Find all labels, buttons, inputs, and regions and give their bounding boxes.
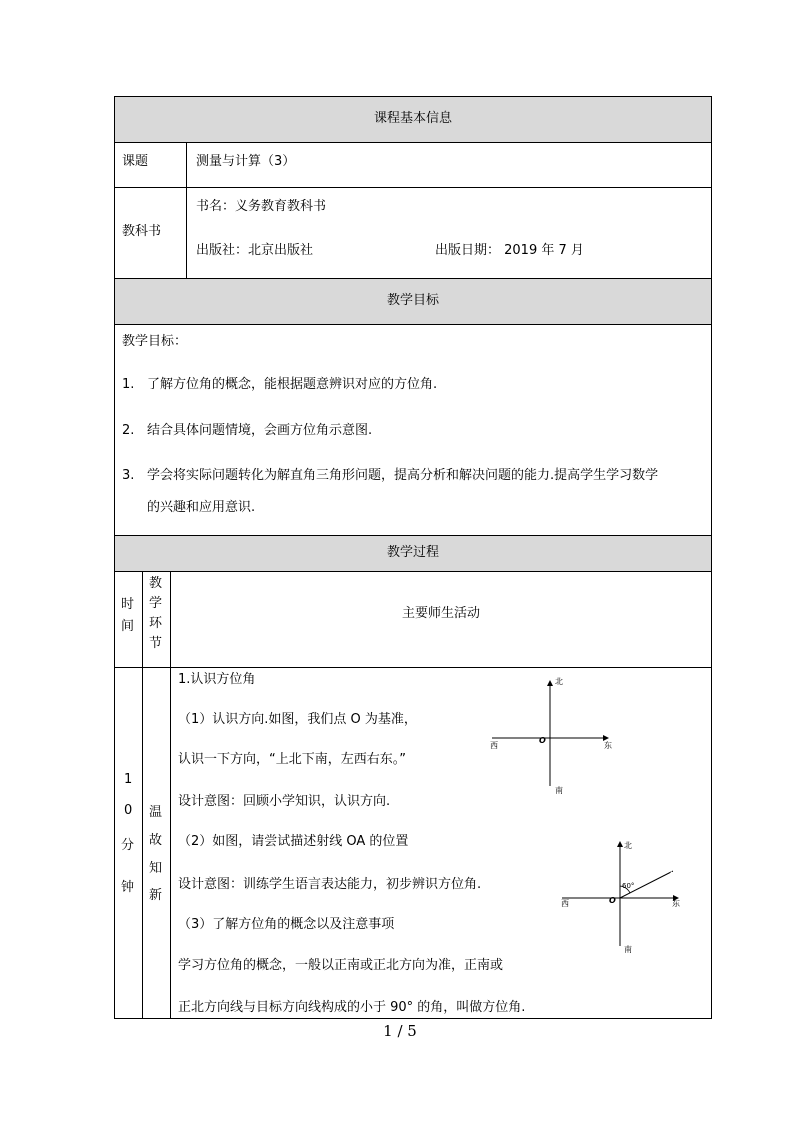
activity-line-4: 设计意图：回顾小学知识，认识方向. [178, 794, 391, 809]
stage-col-header-1: 教 [149, 576, 163, 591]
objective-text-2: 结合具体问题情境，会画方位角示意图. [147, 423, 373, 438]
activity-col-header: 主要师生活动 [401, 606, 480, 621]
objectives-heading: 教学目标： [122, 334, 188, 349]
origin-label: O [609, 896, 616, 905]
stage-value-1: 温 [149, 805, 163, 820]
ray-oa-diagram [558, 838, 688, 958]
publish-date: 出版日期： 2019 年 7 月 [435, 243, 584, 258]
time-value-4: 钟 [121, 880, 135, 895]
direction-diagram [488, 674, 618, 798]
topic-value: 测量与计算（3） [196, 154, 296, 169]
time-col-header-2: 间 [121, 619, 135, 634]
activity-line-9: 正北方向线与目标方向线构成的小于 90° 的角，叫做方位角. [178, 1000, 526, 1015]
stage-col-header-4: 节 [149, 636, 163, 651]
west-label: 西 [490, 741, 498, 750]
activity-line-3: 认识一下方向，“上北下南，左西右东。” [178, 752, 406, 767]
time-value-2: 0 [124, 803, 133, 818]
south-label: 南 [555, 786, 563, 795]
stage-col-header-2: 学 [149, 596, 163, 611]
west-label: 西 [561, 899, 569, 908]
time-value-3: 分 [121, 838, 135, 853]
section-title-course-info: 课程基本信息 [373, 111, 452, 126]
east-label: 东 [672, 899, 680, 908]
publisher: 出版社：北京出版社 [196, 243, 314, 258]
section-title-process: 教学过程 [386, 545, 439, 560]
stage-value-3: 知 [149, 861, 163, 876]
time-col-header-1: 时 [121, 597, 135, 612]
activity-line-1: 1.认识方位角 [178, 672, 256, 687]
stage-value-4: 新 [149, 888, 163, 903]
activity-line-5: （2）如图，请尝试描述射线 OA 的位置 [178, 834, 409, 849]
time-value-1: 1 [124, 772, 133, 787]
objective-num-2: 2. [122, 423, 135, 438]
page-number: 1 / 5 [383, 1022, 417, 1040]
stage-col-header-3: 环 [149, 616, 163, 631]
north-label: 北 [624, 841, 632, 850]
topic-label: 课题 [122, 154, 149, 169]
objective-text-3: 学会将实际问题转化为解直角三角形问题，提高分析和解决问题的能力.提高学生学习数学 [147, 468, 659, 483]
section-title-objectives: 教学目标 [386, 293, 439, 308]
activity-line-7: （3）了解方位角的概念以及注意事项 [178, 917, 395, 932]
objective-num-3: 3. [122, 468, 135, 483]
activity-line-8: 学习方位角的概念，一般以正南或正北方向为准，正南或 [178, 958, 504, 973]
objective-text-3-continued: 的兴趣和应用意识. [147, 500, 256, 515]
east-label: 东 [604, 741, 612, 750]
point-a-label: A [670, 868, 675, 876]
book-name: 书名：义务教育教科书 [196, 199, 327, 214]
activity-line-2: （1）认识方向.如图，我们点 O 为基准， [178, 712, 417, 727]
textbook-label: 教科书 [122, 224, 162, 239]
objective-text-1: 了解方位角的概念，能根据题意辨识对应的方位角. [147, 377, 438, 392]
angle-label: 60° [622, 882, 635, 890]
stage-value-2: 故 [149, 833, 163, 848]
north-label: 北 [555, 677, 563, 686]
origin-label: O [539, 736, 546, 745]
south-label: 南 [624, 945, 632, 954]
activity-line-6: 设计意图：训练学生语言表达能力，初步辨识方位角. [178, 877, 482, 892]
objective-num-1: 1. [122, 377, 135, 392]
